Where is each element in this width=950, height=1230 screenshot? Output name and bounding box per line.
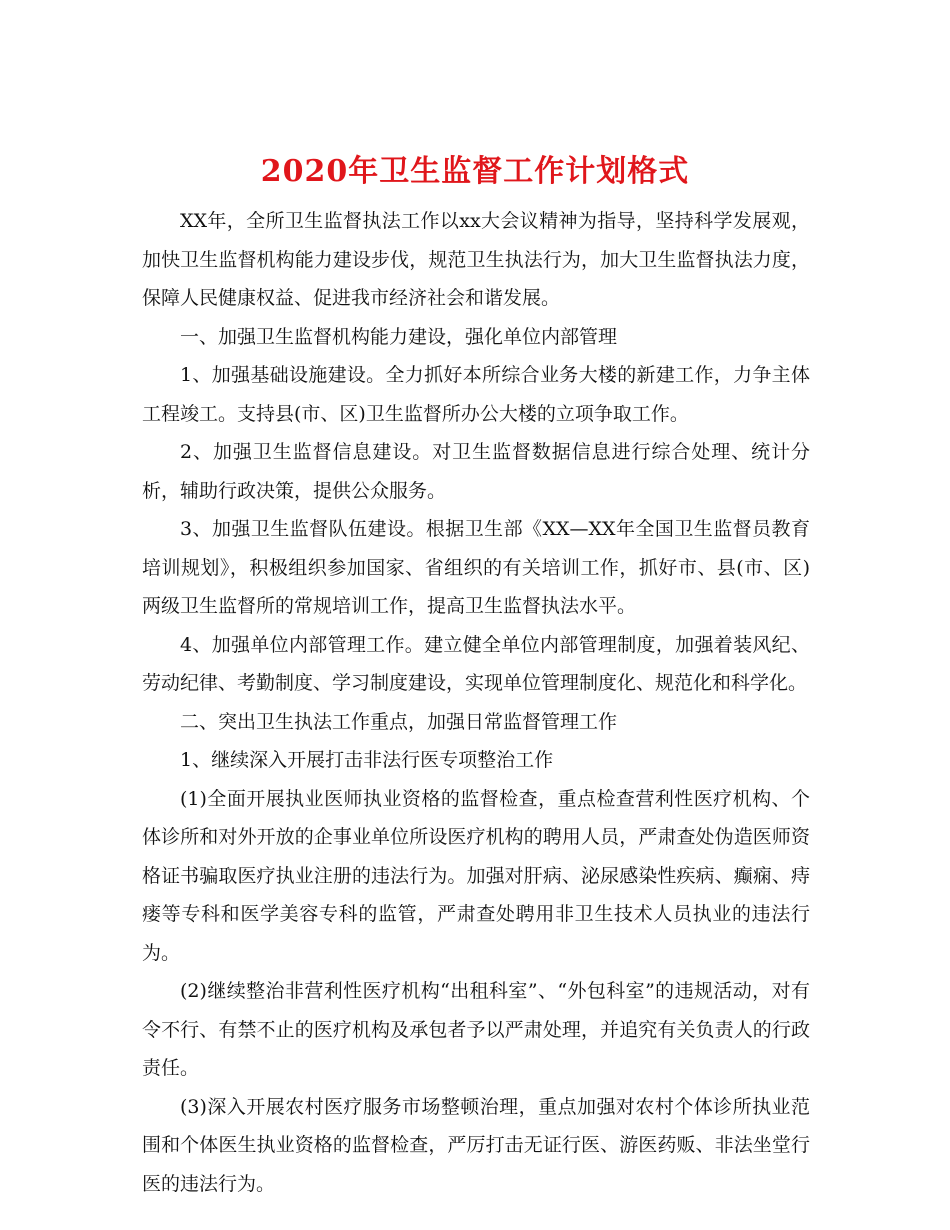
paragraph-item-2-1-2: (2)继续整治非营利性医疗机构“出租科室”、“外包科室”的违规活动，对有令不行、有禁不止的医疗机构及承包者予以严肃处理，并追究有关负责人的行政责任。 (142, 980, 810, 1079)
document-body (142, 202, 810, 1203)
document-title: 2020年卫生监督工作计划格式 (260, 154, 690, 190)
section-heading-1: 一、加强卫生监督机构能力建设，强化单位内部管理 (180, 325, 618, 348)
paragraph-item-1-1: 1、加强基础设施建设。全力抓好本所综合业务大楼的新建工作，力争主体工程竣工。支持县(市、区)卫生监督所办公大楼的立项争取工作。 (142, 364, 810, 425)
paragraph-item-2-1-1: (1)全面开展执业医师执业资格的监督检查，重点检查营利性医疗机构、个体诊所和对外开放的企事业单位所设医疗机构的聘用人员，严肃查处伪造医师资格证书骗取医疗执业注册的违法行为。加强对肝病、泌尿感染性疾病、癫痫、痔瘘等专科和医学美容专科的监管，严肃查处聘用非卫生技术人员执业的违法行为。 (142, 787, 810, 964)
paragraph-intro: XX年，全所卫生监督执法工作以xx大会议精神为指导，坚持科学发展观，加快卫生监督机构能力建设步伐，规范卫生执法行为，加大卫生监督执法力度，保障人民健康权益、促进我市经济社会和谐发展。 (142, 210, 810, 309)
paragraph-item-1-3: 3、加强卫生监督队伍建设。根据卫生部《XX—XX年全国卫生监督员教育培训规划》，积极组织参加国家、省组织的有关培训工作，抓好市、县(市、区)两级卫生监督所的常规培训工作，提高卫生监督执法水平。 (142, 518, 810, 617)
paragraph-item-2-1-3: (3)深入开展农村医疗服务市场整顿治理，重点加强对农村个体诊所执业范围和个体医生执业资格的监督检查，严厉打击无证行医、游医药贩、非法坐堂行医的违法行为。 (142, 1095, 810, 1195)
subsection-heading-2-1: 1、继续深入开展打击非法行医专项整治工作 (180, 749, 554, 771)
paragraph-item-1-4: 4、加强单位内部管理工作。建立健全单位内部管理制度，加强着装风纪、劳动纪律、考勤制度、学习制度建设，实现单位管理制度化、规范化和科学化。 (142, 633, 810, 694)
section-heading-2: 二、突出卫生执法工作重点，加强日常监督管理工作 (180, 710, 618, 733)
paragraph-item-1-2: 2、加强卫生监督信息建设。对卫生监督数据信息进行综合处理、统计分析，辅助行政决策，提供公众服务。 (142, 441, 810, 502)
